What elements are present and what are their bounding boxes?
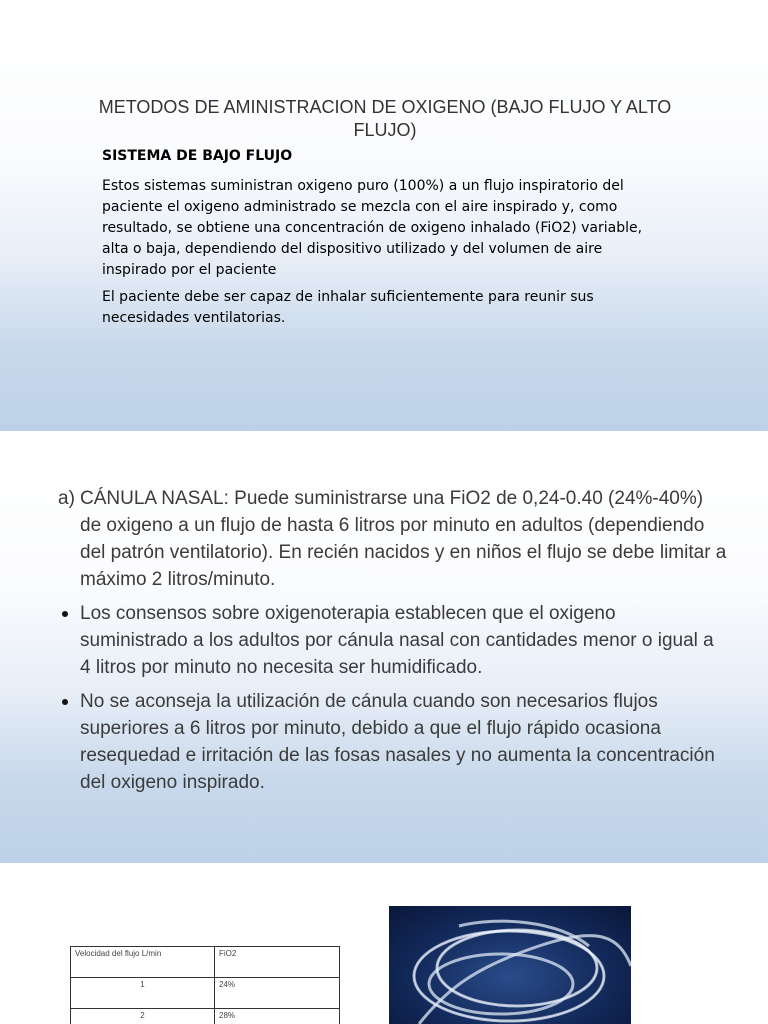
bullet-dot-icon <box>62 699 68 705</box>
table-cell: 2 <box>71 1009 215 1024</box>
nasal-cannula-photo <box>389 906 631 1024</box>
slide-1 <box>0 0 768 432</box>
slide-3 <box>0 864 768 1024</box>
bullet-text: Los consensos sobre oxigenoterapia establecen que el oxigeno suministrado a los adultos por cánula nasal con cantidades menor o igual a 4 litros por minuto no necesita ser humidificado. <box>80 603 714 678</box>
table-cell: 24% <box>215 978 340 1009</box>
list-item-text: CÁNULA NASAL: Puede suministrarse una FiO2 de 0,24-0.40 (24%-40%) de oxigeno a un flujo de hasta 6 litros por minuto en adultos (dependiendo del patrón ventilatorio). En recién nacidos y en niños el flujo se debe limitar a máximo 2 litros/minuto. <box>80 488 727 590</box>
nasal-cannula-icon <box>389 906 631 1024</box>
table-cell: 1 <box>71 978 215 1009</box>
bullet-text: No se aconseja la utilización de cánula cuando son necesarios flujos superiores a 6 litros por minuto, debido a que el flujo rápido ocasiona resequedad e irritación de las fosas nasales y no aumenta la concentración del oxigeno inspirado. <box>80 691 715 793</box>
section-heading: SISTEMA DE BAJO FLUJO <box>102 148 293 164</box>
paragraph-description: Estos sistemas suministran oxigeno puro (100%) a un flujo inspiratorio del paciente el oxigeno administrado se mezcla con el aire inspirado y, como resultado, se obtiene una concentración de oxigeno inhalado (FiO2) variable, alta o baja, dependiendo del dispositivo utilizado y del volumen de aire inspirado por el paciente <box>102 178 643 278</box>
slide-title: METODOS DE AMINISTRACION DE OXIGENO (BAJO FLUJO Y ALTO FLUJO) <box>98 97 672 140</box>
paragraph-patient-requirement: El paciente debe ser capaz de inhalar suficientemente para reunir sus necesidades ventilatorias. <box>102 289 594 326</box>
slide-divider <box>0 431 768 433</box>
slide-divider <box>0 863 768 865</box>
table-row <box>71 1009 340 1024</box>
list-item-a <box>58 485 728 593</box>
table-header-cell: Velocidad del flujo L/min <box>71 947 215 978</box>
table-header-row <box>71 947 340 978</box>
bullet-item-humidification <box>58 600 728 681</box>
list-marker: a) <box>58 488 75 509</box>
bullet-item-high-flow-warning <box>58 688 728 796</box>
slide-2 <box>0 432 768 864</box>
table-header-cell: FiO2 <box>215 947 340 978</box>
flow-fio2-table <box>70 946 340 1024</box>
table-cell: 28% <box>215 1009 340 1024</box>
table-row <box>71 978 340 1009</box>
bullet-dot-icon <box>62 611 68 617</box>
